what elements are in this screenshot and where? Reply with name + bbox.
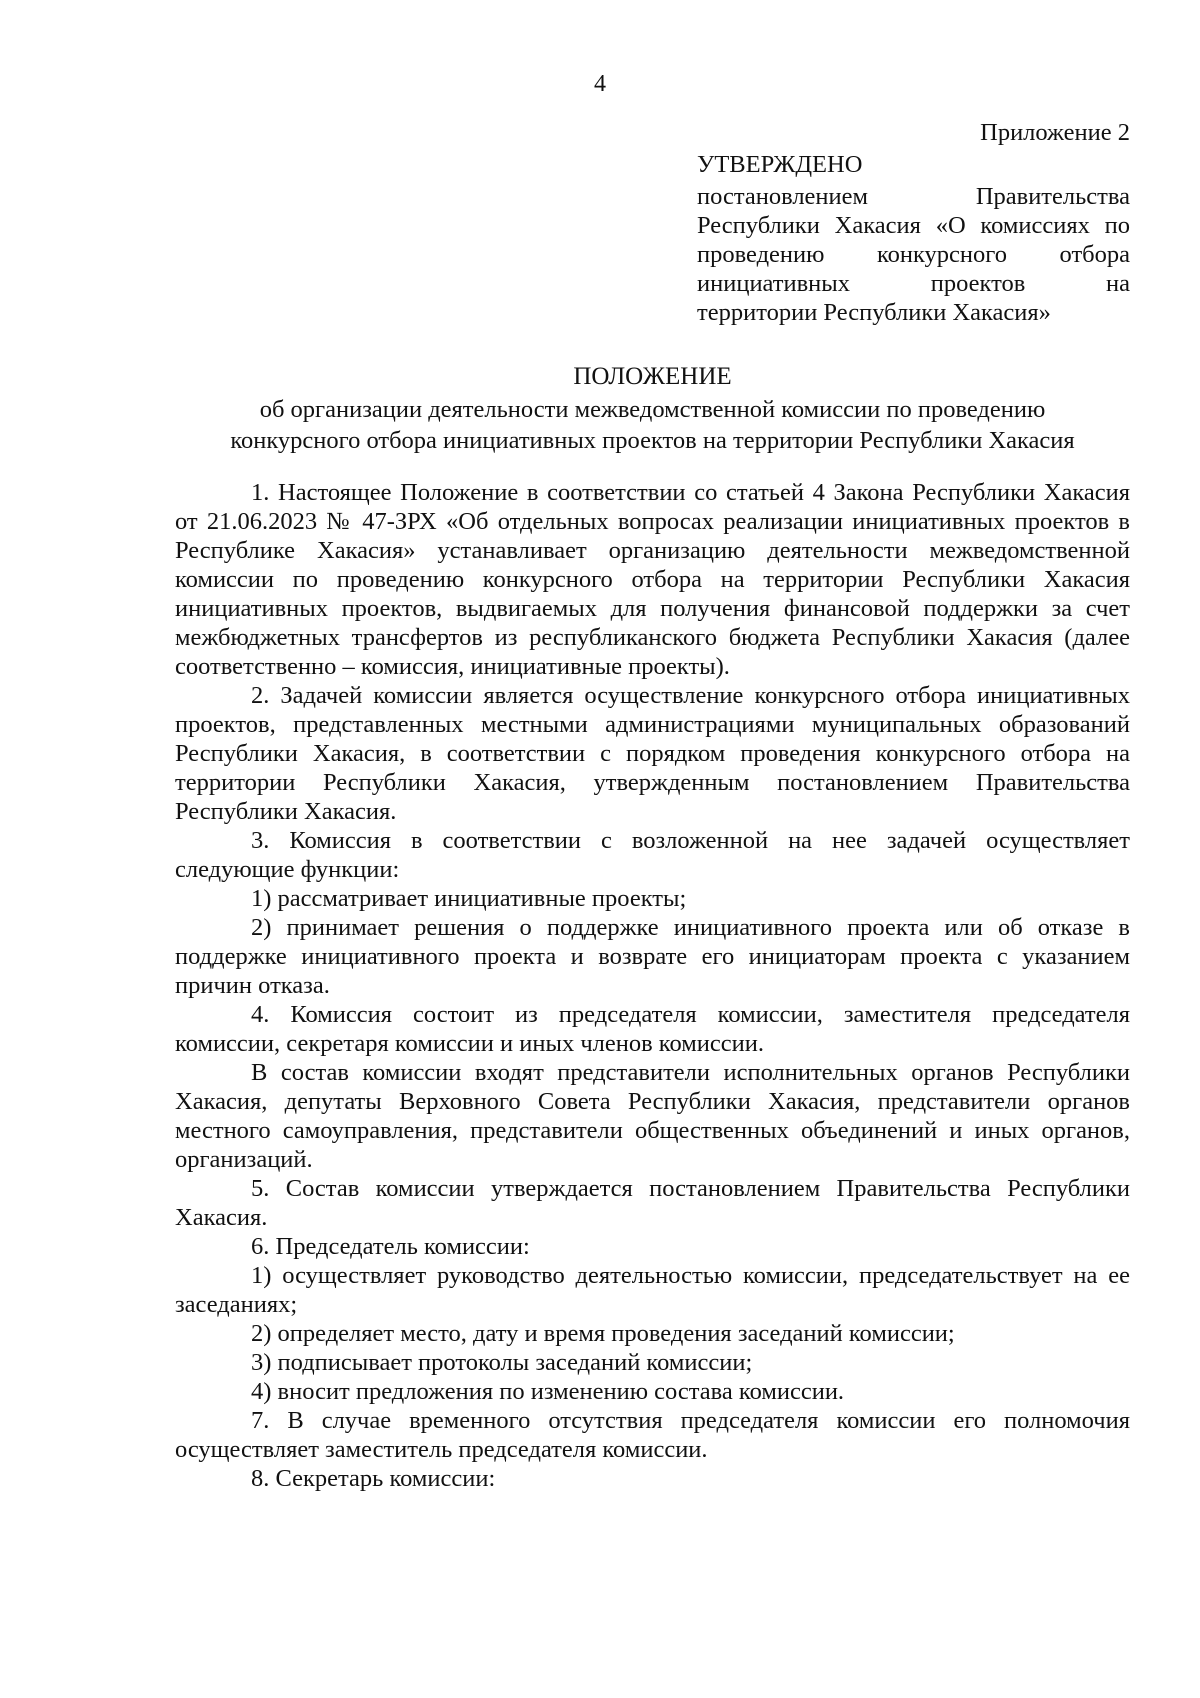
approval-line: постановлением Правительства xyxy=(697,183,1130,210)
document-subtitle-line: об организации деятельности межведомственной комиссии по проведению xyxy=(259,396,1046,423)
paragraph-6-item-3: 3) подписывает протоколы заседаний комиссии; xyxy=(251,1349,753,1376)
approval-line: территории Республики Хакасия» xyxy=(697,299,1051,326)
paragraph-3: 3. Комиссия в соответствии с возложенной на нее задачей осуществляет следующие функции: xyxy=(175,827,1130,883)
paragraph-3-item-1: 1) рассматривает инициативные проекты; xyxy=(251,885,687,912)
paragraph-6: 6. Председатель комиссии: xyxy=(251,1233,530,1260)
document-title: ПОЛОЖЕНИЕ xyxy=(573,363,732,390)
document-body xyxy=(175,478,1130,1493)
approval-line: проведению конкурсного отбора xyxy=(697,241,1130,268)
paragraph-2: 2. Задачей комиссии является осуществление конкурсного отбора инициативных проектов, представленных местными администрациями муниципальных образований Республики Хакасия, в соответствии с порядком проведения конкурсного отбора на территории Республики Хакасия, утвержденным постановлением Правительства Республики Хакасия. xyxy=(175,682,1130,825)
paragraph-4: 4. Комиссия состоит из председателя комиссии, заместителя председателя комиссии, секретаря комиссии и иных членов комиссии. xyxy=(175,1001,1130,1057)
paragraph-3-item-2: 2) принимает решения о поддержке инициативного проекта или об отказе в поддержке инициативного проекта и возврате его инициаторам проекта с указанием причин отказа. xyxy=(175,914,1130,999)
approval-block xyxy=(697,118,1130,327)
paragraph-4-composition: В состав комиссии входят представители исполнительных органов Республики Хакасия, депутаты Верховного Совета Республики Хакасия, представители органов местного самоуправления, представители общественных объединений и иных органов, организаций. xyxy=(175,1059,1130,1173)
page-number: 4 xyxy=(594,71,606,97)
appendix-label: Приложение 2 xyxy=(980,119,1130,146)
paragraph-7: 7. В случае временного отсутствия председателя комиссии его полномочия осуществляет заместитель председателя комиссии. xyxy=(175,1407,1130,1463)
paragraph-5: 5. Состав комиссии утверждается постановлением Правительства Республики Хакасия. xyxy=(175,1175,1130,1231)
paragraph-8: 8. Секретарь комиссии: xyxy=(251,1465,496,1492)
paragraph-6-item-2: 2) определяет место, дату и время проведения заседаний комиссии; xyxy=(251,1320,955,1347)
document-subtitle-line: конкурсного отбора инициативных проектов на территории Республики Хакасия xyxy=(230,427,1075,454)
title-block xyxy=(175,360,1130,456)
paragraph-6-item-4: 4) вносит предложения по изменению состава комиссии. xyxy=(251,1378,845,1405)
approved-heading: УТВЕРЖДЕНО xyxy=(697,151,863,178)
approval-line: инициативных проектов на xyxy=(697,270,1130,297)
paragraph-6-item-1: 1) осуществляет руководство деятельностью комиссии, председательствует на ее заседаниях; xyxy=(175,1262,1130,1318)
paragraph-1: 1. Настоящее Положение в соответствии со статьей 4 Закона Республики Хакасия от 21.06.2023 № 47-ЗРХ «Об отдельных вопросах реализации инициативных проектов в Республике Хакасия» устанавливает организацию деятельности межведомственной комиссии по проведению конкурсного отбора на территории Республики Хакасия инициативных проектов, выдвигаемых для получения финансовой поддержки за счет межбюджетных трансфертов из республиканского бюджета Республики Хакасия (далее соответственно – комиссия, инициативные проекты). xyxy=(175,479,1130,680)
approval-text xyxy=(697,182,1130,327)
approval-line: Республики Хакасия «О комиссиях по xyxy=(697,212,1130,239)
